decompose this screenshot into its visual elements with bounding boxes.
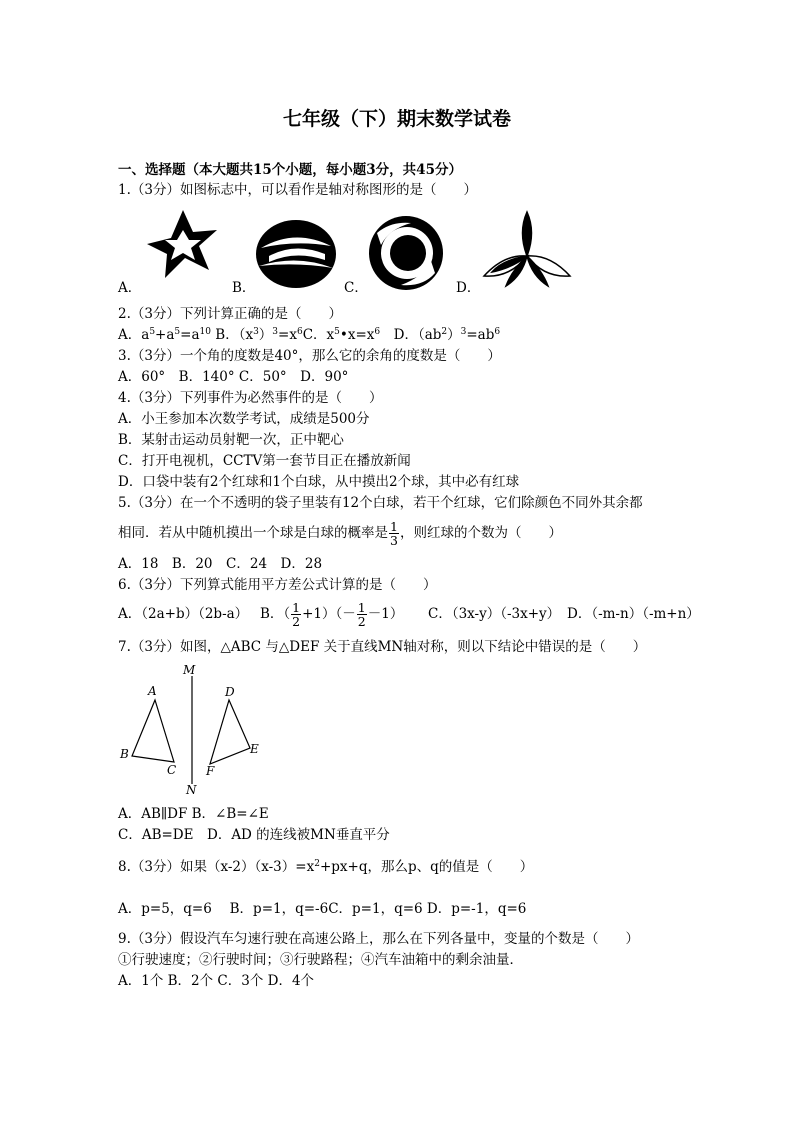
q1-label-c: C． xyxy=(344,280,368,296)
point-label-d: D xyxy=(225,685,235,699)
triangle-abc xyxy=(132,700,174,762)
q6-option-c: C．（3x-y）（-3x+y） xyxy=(428,606,561,622)
q5-stem: 5.（3分）在一个不透明的袋子里装有12个白球，若干个红球，它们除颜色不同外其余都 xyxy=(118,495,643,511)
q7-stem: 7.（3分）如图，△ABC 与△DEF 关于直线MN轴对称，则以下结论中错误的是（ ） xyxy=(118,639,647,655)
q6-option-b: B．（ $\frac{1}{2}$ +1）（－ $\frac{1}{2}$ －1） xyxy=(260,600,404,629)
section-heading: 一、选择题（本大题共15个小题，每小题3分，共45分） xyxy=(118,162,462,178)
q5-line2: 相同．若从中随机摸出一个球是白球的概率是 $\frac{1}{3}$ ，则红球的个数为（ ） xyxy=(118,519,562,548)
swirl-circle-logo-icon xyxy=(367,215,445,291)
q7-options-1: A．AB∥DF B．∠B=∠E xyxy=(118,806,269,822)
point-label-b: B xyxy=(120,747,129,761)
q4-option-c: C．打开电视机，CCTV第一套节目正在播放新闻 xyxy=(118,453,411,469)
point-label-f: F xyxy=(206,764,215,778)
q6-option-d: D．（-m-n）（-m+n） xyxy=(567,606,700,622)
star-pinwheel-logo-icon xyxy=(143,208,223,288)
q2-stem: 2.（3分）下列计算正确的是（ ） xyxy=(118,306,342,322)
three-petal-logo-icon xyxy=(480,210,574,290)
point-label-n: N xyxy=(186,783,197,797)
triangle-def xyxy=(210,700,250,764)
point-label-c: C xyxy=(167,763,177,777)
q9-options: A．1个 B．2个 C．3个 D．4个 xyxy=(118,973,315,989)
q3-options: A．60° B．140° C．50° D．90° xyxy=(118,369,349,385)
q7-options-2: C．AB=DE D．AD 的连线被MN垂直平分 xyxy=(118,827,390,843)
fraction-one-third: $\frac{1}{3}$ xyxy=(390,519,398,548)
point-label-a: A xyxy=(148,684,157,698)
q2-options: A．$a^5+a^5=a^{10}$ B．$(x^3)^3=x^6C$．$x^5•x=x^6$ D．$(ab^2)^3=ab^6$ xyxy=(118,327,501,343)
q1-label-b: B． xyxy=(232,280,256,296)
q4-stem: 4.（3分）下列事件为必然事件的是（ ） xyxy=(118,390,383,406)
q4-option-d: D．口袋中装有2个红球和1个白球，从中摸出2个球，其中必有红球 xyxy=(118,474,520,490)
q1-label-d: D． xyxy=(456,280,481,296)
ring-swoosh-logo-icon xyxy=(255,218,337,290)
q3-stem: 3.（3分）一个角的度数是40°，那么它的余角的度数是（ ） xyxy=(118,348,501,364)
q9-items: ①行驶速度；②行驶时间；③行驶路程；④汽车油箱中的剩余油量． xyxy=(118,952,523,968)
q8-options: A．p=5，q=6 B．p=1，q=-6C．p=1，q=6 D．p=-1，q=6 xyxy=(118,901,527,917)
q6-option-a: A．（2a+b）（2b-a） xyxy=(118,606,249,622)
q9-stem: 9.（3分）假设汽车匀速行驶在高速公路上，那么在下列各量中，变量的个数是（ ） xyxy=(118,931,639,947)
symmetry-figure xyxy=(112,660,272,800)
q6-stem: 6.（3分）下列算式能用平方差公式计算的是（ ） xyxy=(118,577,437,593)
q1-stem: 1.（3分）如图标志中，可以看作是轴对称图形的是（ ） xyxy=(118,182,477,198)
q5-options: A．18 B．20 C．24 D．28 xyxy=(118,556,323,572)
point-label-m: M xyxy=(183,663,196,677)
q8-stem: 8.（3分）如果$(x-2)(x-3)=x^2+px+q$，那么p、q的值是（ ） xyxy=(118,859,534,875)
q4-option-a: A．小王参加本次数学考试，成绩是500分 xyxy=(118,411,370,427)
q1-label-a: A． xyxy=(118,280,142,296)
q4-option-b: B．某射击运动员射靶一次，正中靶心 xyxy=(118,432,344,448)
page-title: 七年级（下）期末数学试卷 xyxy=(282,108,511,130)
point-label-e: E xyxy=(250,742,259,756)
